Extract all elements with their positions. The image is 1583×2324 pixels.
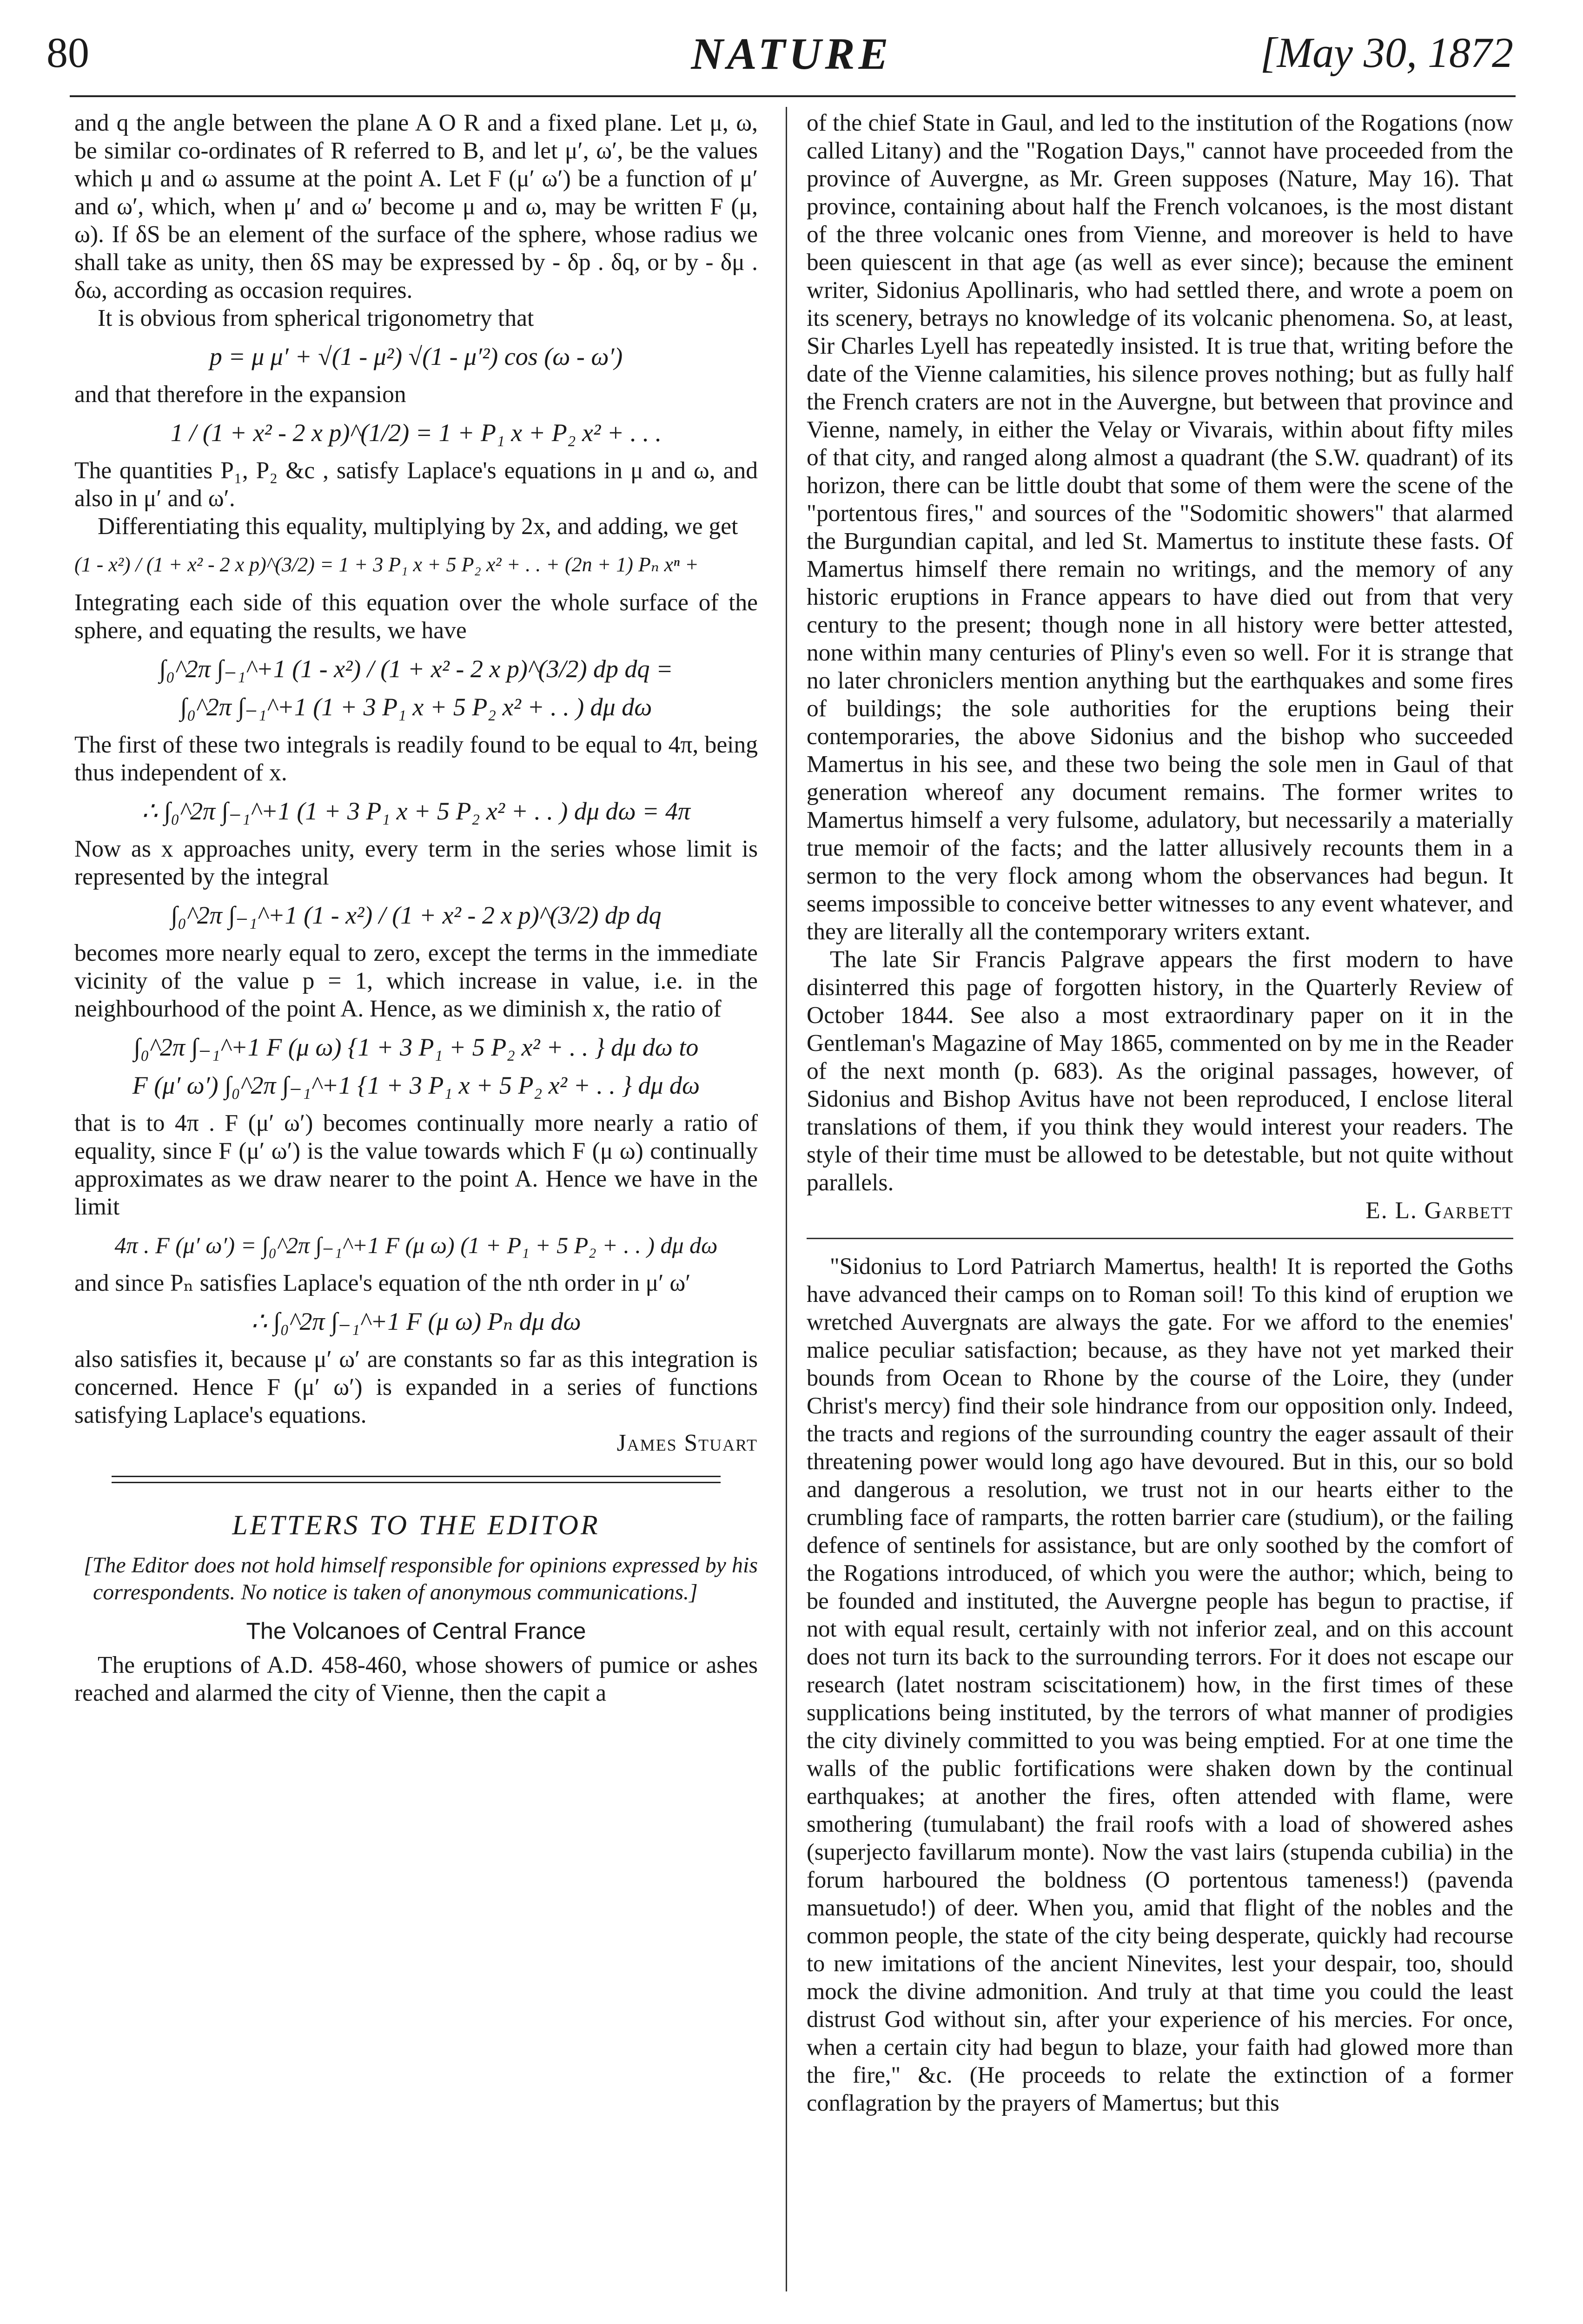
paragraph: that is to 4π . F (μ′ ω′) becomes continually more nearly a ratio of equality, since F (μ′ ω′) is the value towards which F (μ ω) continually approximates as we draw nearer to the point A. Hence we have in the limit <box>74 1110 758 1220</box>
paragraph: "Sidonius to Lord Patriarch Mamertus, health! It is reported the Goths have advanced their camps on to Roman soil! To this kind of eruption we wretched Auvergnats are always the gate. For we afford to the enemies' malice peculiar satisfaction; because, as they have not yet marked their bounds from Ocean to Rhone by the course of the Loire, they (under Christ's mercy) find their sole hindrance from our opposition only. Indeed, the tracts and regions of the surrounding country the eager assault of their threatening power would long ago have devoured. But in this, our so bold and dangerous a resolution, we trust not in our hearts either to the crumbling face of ramparts, the rotten barrier care (studium), or the failing defence of sentinels for assistance, but are only soothed by the comfort of the Rogations introduced, of which you were the author; which, being to be founded and instituted, the Auvergne people has begun to practise, if not with equal result, certainly with not inferior zeal, and on this account does not turn its back to the surrounding terrors. For it does not escape our research (latet nostram sciscitationem) how, in the first times of these supplications being instituted, by the terrors of what manner of prodigies the city divinely committed to you was being emptied. For at one time the walls of the public fortifications were shaken down by the continual earthquakes; at another the fires, often attended with flame, were smothering (tumulabant) the frail roofs with a load of showered ashes (superjecto favillarum monte). Now the vast lairs (stupenda cubilia) in the forum harboured the boldness (O portentous tameness!) (pavenda mansuetudo!) of deer. When you, amid that flight of the nobles and the common people, the state of the city being desperate, quickly had recourse to new imitations of the ancient Ninevites, lest your despair, too, should mock the divine admonition. And truly at that time you could the least distrust God without sin, after your experience of his mercies. For once, when a certain city had begun to blaze, your faith had glowed more than the fire," &c. (He proceeds to relate the extinction of a former conflagration by the prayers of Mamertus; but this <box>807 1253 1513 2116</box>
signature: E. L. Garbett <box>1365 1197 1513 1224</box>
paragraph: and since Pₙ satisfies Laplace's equation of the nth order in μ′ ω′ <box>74 1270 691 1296</box>
editor-note: [The Editor does not hold himself responsible for opinions expressed by his correspondents. No notice is taken of anonymous communications.] <box>84 1553 758 1604</box>
equation: (1 - x²) / (1 + x² - 2 x p)^(3/2) = 1 + 3 P₁ x + 5 P₂ x² + . . + (2n + 1) Pₙ xⁿ + <box>74 553 699 576</box>
paragraph: Differentiating this equality, multiplying by 2x, and adding, we get <box>98 513 738 540</box>
paragraph: The quantities P₁, P₂ &c , satisfy Laplace's equations in μ and ω, and also in μ′ and ω′. <box>74 457 758 512</box>
equation: ∴ ∫₀^2π ∫₋₁^+1 (1 + 3 P₁ x + 5 P₂ x² + . . ) dμ dω = 4π <box>141 797 691 825</box>
paragraph: and q the angle between the plane A O R and a fixed plane. Let μ, ω, be similar co-ordinates of R referred to B, and let μ′, ω′, be the values which μ and ω assume at the point A. Let F (μ′ ω′) be a function of μ′ and ω′, which, when μ′ and ω′ become μ and ω, may be written F (μ, ω). If δS be an element of the surface of the sphere, whose radius we shall take as unity, then δS may be expressed by - δp . δq, or by - δμ . δω, according as occasion requires. <box>74 110 758 304</box>
left-column <box>74 109 758 1707</box>
equation: ∫₀^2π ∫₋₁^+1 (1 - x²) / (1 + x² - 2 x p)^(3/2) dp dq = <box>159 655 673 683</box>
equation: ∴ ∫₀^2π ∫₋₁^+1 F (μ ω) Pₙ dμ dω <box>251 1307 581 1335</box>
paragraph: and that therefore in the expansion <box>74 381 406 408</box>
equation: 1 / (1 + x² - 2 x p)^(1/2) = 1 + P₁ x + P₂ x² + . . . <box>170 419 662 447</box>
journal-title: NATURE <box>691 29 892 79</box>
equation: ∫₀^2π ∫₋₁^+1 F (μ ω) {1 + 3 P₁ + 5 P₂ x² + . . } dμ dω to <box>133 1033 699 1061</box>
equation: F (μ′ ω′) ∫₀^2π ∫₋₁^+1 {1 + 3 P₁ x + 5 P₂ x² + . . } dμ dω <box>132 1071 700 1099</box>
header-rule <box>70 95 1516 97</box>
paragraph: The late Sir Francis Palgrave appears the first modern to have disinterred this page of forgotten history, in the Quarterly Review of October 1844. See also a most extraordinary paper on it in the Gentleman's Magazine of May 1865, commented on by me in the Reader of the next month (p. 683). As the original passages, however, of Sidonius and Bishop Avitus have not been reproduced, I enclose literal translations of them, if you think they would interest your readers. The style of their time must be allowed to be detestable, but not quite without parallels. <box>807 946 1513 1196</box>
paragraph: Now as x approaches unity, every term in the series whose limit is represented by the integral <box>74 836 758 890</box>
paragraph: becomes more nearly equal to zero, except the terms in the immediate vicinity of the value p = 1, which increase in value, i.e. in the neighbourhood of the point A. Hence, as we diminish x, the ratio of <box>74 940 758 1022</box>
section-rule <box>112 1476 721 1483</box>
paragraph: It is obvious from spherical trigonometry that <box>98 305 534 331</box>
equation: 4π . F (μ′ ω′) = ∫₀^2π ∫₋₁^+1 F (μ ω) (1 + P₁ + 5 P₂ + . . ) dμ dω <box>114 1232 718 1258</box>
column-divider <box>786 107 787 2291</box>
equation: p = μ μ′ + √(1 - μ²) √(1 - μ′²) cos (ω - ω′) <box>209 343 623 370</box>
signature: James Stuart <box>616 1430 758 1456</box>
right-column <box>807 109 1513 2117</box>
paragraph: also satisfies it, because μ′ ω′ are constants so far as this integration is concerned. Hence F (μ′ ω′) is expanded in a series of functions satisfying Laplace's equations. <box>74 1346 758 1428</box>
paragraph: The eruptions of A.D. 458-460, whose showers of pumice or ashes reached and alarmed the city of Vienne, then the capit a <box>74 1652 758 1706</box>
equation: ∫₀^2π ∫₋₁^+1 (1 + 3 P₁ x + 5 P₂ x² + . . ) dμ dω <box>180 693 652 721</box>
paragraph: The first of these two integrals is readily found to be equal to 4π, being thus independent of x. <box>74 732 758 786</box>
letter-title: The Volcanoes of Central France <box>246 1618 586 1644</box>
issue-date: [May 30, 1872 <box>1260 29 1513 76</box>
page-header <box>0 0 1583 107</box>
divider <box>807 1238 1513 1239</box>
paragraph: of the chief State in Gaul, and led to the institution of the Rogations (now called Litany) and the "Rogation Days," cannot have proceeded from the province of Auvergne, as Mr. Green supposes (Nature, May 16). That province, containing about half the French volcanoes, is the most distant of the three volcanic ones from Vienne, and moreover is held to have been quiescent in that age (as well as ever since); because the eminent writer, Sidonius Apollinaris, who had settled there, and wrote a poem on its scenery, betrays no knowledge of its volcanic phenomena. So, at least, Sir Charles Lyell has repeatedly insisted. It is true that, writing before the date of the Vienne calamities, his silence proves nothing; but as fully half the French craters are not in the Auvergne, but between that province and Vienne, namely, in either the Velay or Vivarais, within about fifty miles of that city, and ranged along almost a quadrant (the S.W. quadrant) of its horizon, there can be little doubt that some of them were the scene of the "portentous fires," and sources of the "Sodomitic showers" that alarmed the Burgundian capital, and led St. Mamertus to institute these fasts. Of Mamertus himself there remain no writings, and the memory of any historic eruptions in France appears to have died out from that very century to the present; though none in all history were better attested, none within many centuries of Pliny's even so well. For it is strange that no later chroniclers mention anything but the earthquakes and some fires of buildings; the sole authorities for the eruptions being their contemporaries, the above Sidonius and the bishop who succeeded Mamertus in his see, and these two being the sole men in Gaul of that generation whereof any document remains. The former writes to Mamertus himself a very fulsome, adulatory, but necessarily a materially true memoir of the facts; and the latter allusively recounts them in a sermon to the very flock among whom the observances had begun. It seems impossible to conceive better witnesses to any event whatever, and they are literally all the contemporary writers extant. <box>807 110 1513 945</box>
page-number: 80 <box>46 29 89 76</box>
section-title: LETTERS TO THE EDITOR <box>232 1510 600 1540</box>
paragraph: Integrating each side of this equation over the whole surface of the sphere, and equating the results, we have <box>74 589 758 644</box>
equation: ∫₀^2π ∫₋₁^+1 (1 - x²) / (1 + x² - 2 x p)^(3/2) dp dq <box>171 901 662 929</box>
